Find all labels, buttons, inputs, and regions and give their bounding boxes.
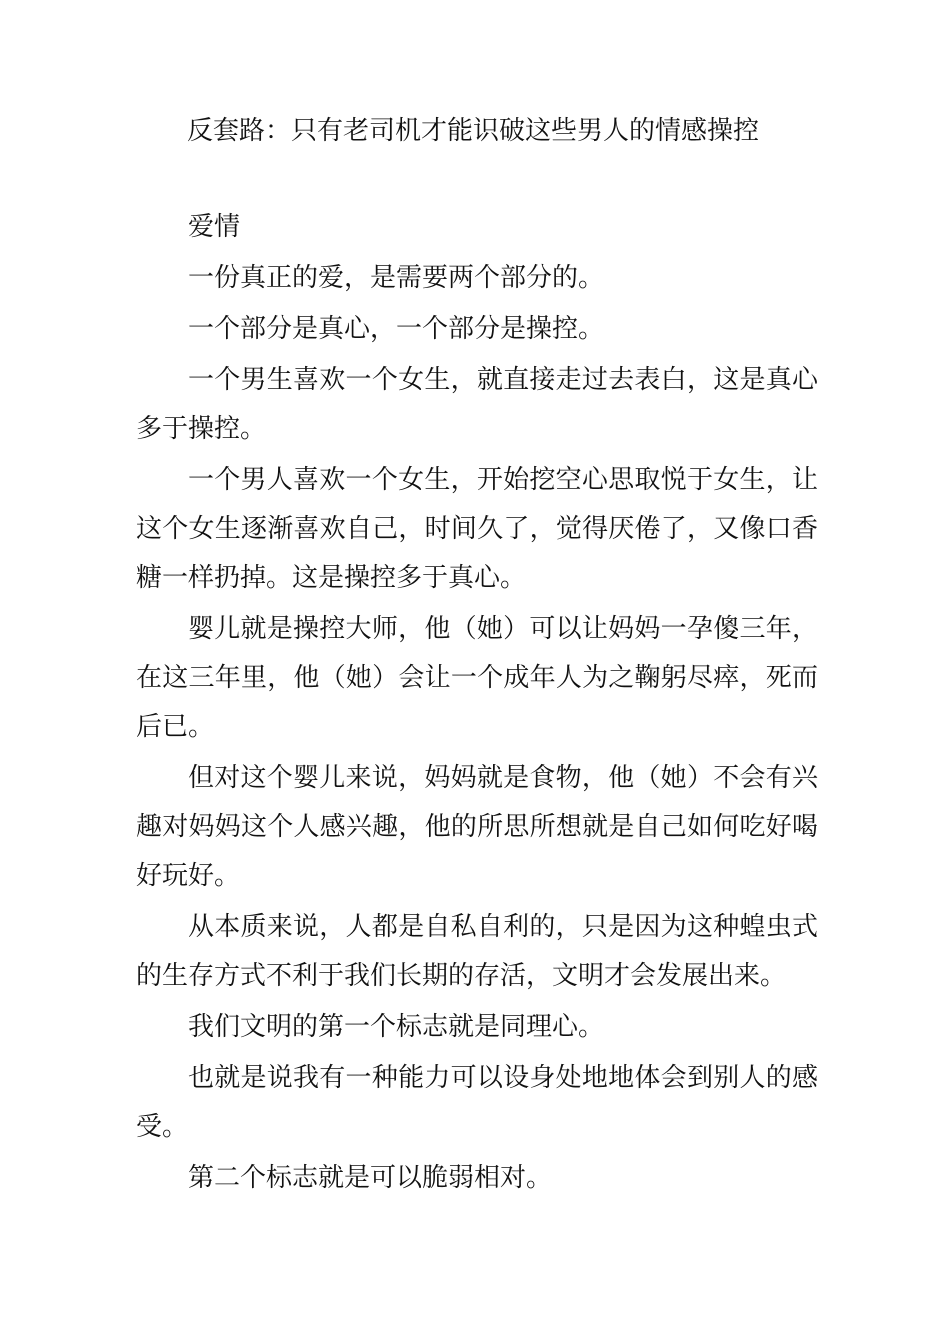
paragraph-8: 从本质来说，人都是自私自利的，只是因为这种蝗虫式的生存方式不利于我们长期的存活，文明才会发展出来。 bbox=[136, 912, 818, 991]
paragraph-3: 一个部分是真心，一个部分是操控。 bbox=[188, 314, 605, 344]
paragraph-9: 我们文明的第一个标志就是同理心。 bbox=[188, 1012, 605, 1042]
paragraph-5: 一个男人喜欢一个女生，开始挖空心思取悦于女生，让这个女生逐渐喜欢自己，时间久了，觉得厌倦了，又像口香糖一样扔掉。这是操控多于真心。 bbox=[136, 465, 818, 593]
paragraph-6: 婴儿就是操控大师，他（她）可以让妈妈一孕傻三年，在这三年里，他（她）会让一个成年人为之鞠躬尽瘁，死而后已。 bbox=[136, 614, 818, 742]
paragraph-10: 也就是说我有一种能力可以设身处地地体会到别人的感受。 bbox=[136, 1063, 818, 1142]
document-body bbox=[136, 203, 818, 1205]
paragraph-4: 一个男生喜欢一个女生，就直接走过去表白，这是真心多于操控。 bbox=[136, 365, 818, 444]
paragraph-2: 一份真正的爱，是需要两个部分的。 bbox=[188, 263, 605, 293]
paragraph-7: 但对这个婴儿来说，妈妈就是食物，他（她）不会有兴趣对妈妈这个人感兴趣，他的所思所想就是自己如何吃好喝好玩好。 bbox=[136, 763, 818, 891]
document-title: 反套路：只有老司机才能识破这些男人的情感操控 bbox=[187, 116, 760, 146]
paragraph-11: 第二个标志就是可以脆弱相对。 bbox=[188, 1163, 553, 1193]
paragraph-1: 爱情 bbox=[188, 212, 241, 242]
